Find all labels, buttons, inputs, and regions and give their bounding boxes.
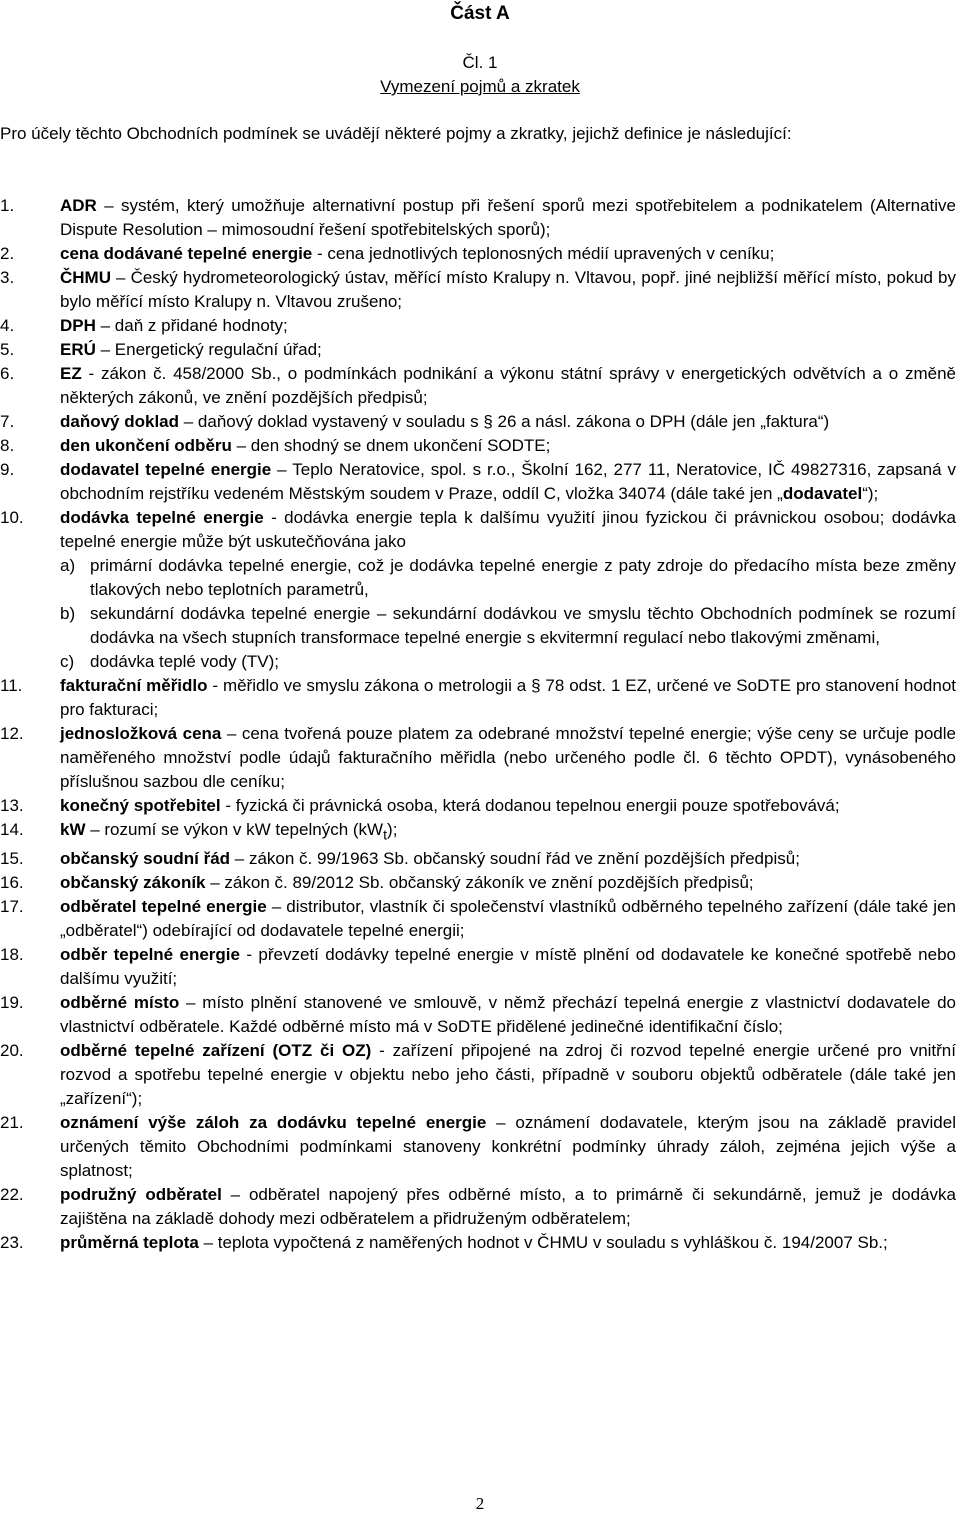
definition-term: průměrná teplota — [60, 1233, 199, 1253]
definition-text: - dodávka energie tepla k dalšímu využití jinou fyzickou či právnickou osobou; dodávka tepelné energie může být uskutečňována jako — [60, 508, 957, 551]
definition-term: konečný spotřebitel — [60, 796, 221, 815]
definition-item — [0, 506, 956, 554]
definition-subscript: t — [383, 827, 388, 844]
part-title: Část A — [450, 3, 510, 24]
definition-number: 23. — [0, 1233, 24, 1253]
definition-text: “); — [862, 484, 879, 503]
definition-number: 13. — [0, 796, 24, 815]
definition-term: DPH — [60, 316, 96, 335]
definition-number: 14. — [0, 820, 24, 839]
definition-text: – systém, který umožňuje alternativní postup při řešení sporů mezi spotřebitelem a podnikatelem (Alternative Dispute Resolution – mimosoudní řešení spotřebitelských sporů); — [60, 196, 956, 239]
definition-term: odběratel tepelné energie — [60, 897, 267, 917]
definition-text: – oznámení dodavatele, kterým jsou na základě pravidel určených těmito Obchodními podmínkami stanoveny konkrétní podmínky úhrady záloh, zejména jejich výše a splatnost; — [60, 1113, 956, 1181]
definition-number: 12. — [0, 724, 24, 743]
definition-text: – odběratel napojený přes odběrné místo, a to primárně či sekundárně, jemuž je dodávka zajištěna na základě dohody mezi odběratelem a přidruženým odběratelem; — [60, 1185, 956, 1229]
definition-item — [0, 314, 956, 338]
definition-subitem — [60, 602, 956, 650]
subitem-letter: c) — [60, 652, 75, 671]
definition-number: 2. — [0, 244, 15, 263]
intro-paragraph: Pro účely těchto Obchodních podmínek se uvádějí některé pojmy a zkratky, jejichž definice je následující: — [0, 124, 792, 143]
definition-term: občanský zákoník — [60, 873, 206, 893]
definition-term: dodavatel tepelné energie — [60, 460, 272, 479]
definition-item — [0, 674, 956, 722]
definition-term: oznámení výše záloh za dodávku tepelné energie — [60, 1113, 487, 1133]
definition-text: – Český hydrometeorologický ústav, měřící místo Kralupy n. Vltavou, popř. jiné nejbližší měřící místo, pokud by bylo měřící místo Kralupy n. Vltavou zrušeno; — [60, 268, 956, 311]
definition-number: 19. — [0, 993, 24, 1013]
definition-term: ERÚ — [60, 340, 96, 359]
definition-number: 1. — [0, 196, 15, 215]
definition-number: 21. — [0, 1113, 24, 1133]
definition-text: – zákon č. 99/1963 Sb. občanský soudní řád ve znění pozdějších předpisů; — [230, 849, 800, 869]
definition-text: – cena tvořená pouze platem za odebrané množství tepelné energie; výše ceny se určuje podle naměřeného množství podle údajů fakturačního měřidla (nebo určeného podle čl. 6 těchto OPDT), vynásobeného příslušnou sazbou dle ceníku; — [60, 724, 956, 791]
definition-subitems — [0, 554, 956, 674]
subitem-letter: a) — [60, 556, 76, 575]
definition-number: 7. — [0, 412, 15, 431]
definition-number: 16. — [0, 873, 24, 893]
definition-term: den ukončení odběru — [60, 436, 232, 455]
definition-term: odběrné místo — [60, 993, 180, 1013]
definition-text: – Teplo Neratovice, spol. s r.o., Školní 162, 277 11, Neratovice, IČ 49827316, zapsaná v obchodním rejstříku vedeném Městským soudem v Praze, oddíl C, vložka 34074 (dále také jen „ — [60, 460, 956, 503]
article-title — [0, 76, 960, 98]
definition-term: dodavatel — [782, 484, 863, 503]
definition-item — [0, 722, 956, 794]
definition-number: 15. — [0, 849, 24, 869]
definition-item — [0, 943, 956, 991]
definition-text: - převzetí dodávky tepelné energie v místě plnění od dodavatele ke konečné spotřebě nebo dalšímu využití; — [60, 945, 956, 989]
definition-text: - měřidlo ve smyslu zákona o metrologii a § 78 odst. 1 EZ, určené ve SoDTE pro stanovení hodnot pro fakturaci; — [60, 676, 956, 719]
definition-number: 17. — [0, 897, 24, 917]
definition-text: - cena jednotlivých teplonosných médií upravených v ceníku; — [312, 244, 775, 263]
definition-term: ČHMU — [60, 268, 111, 287]
definitions-list — [0, 194, 956, 1255]
definition-text: – rozumí se výkon v kW tepelných (kW — [85, 820, 384, 839]
definition-item — [0, 871, 956, 895]
definition-number: 8. — [0, 436, 15, 455]
definition-term: ADR — [60, 196, 97, 215]
definition-item — [0, 794, 956, 818]
definition-item — [0, 1231, 956, 1255]
definition-term: odběrné tepelné zařízení (OTZ či OZ) — [60, 1041, 372, 1061]
definition-text: - zákon č. 458/2000 Sb., o podmínkách podnikání a výkonu státní správy v energetických odvětvích a o změně některých zákonů, ve znění pozdějších předpisů; — [60, 364, 956, 407]
definition-item — [0, 194, 956, 242]
definition-text: – Energetický regulační úřad; — [95, 340, 322, 359]
definition-term: občanský soudní řád — [60, 849, 231, 869]
definition-term: cena dodávané tepelné energie — [60, 244, 313, 263]
definition-term: podružný odběratel — [60, 1185, 222, 1205]
definition-item — [0, 991, 956, 1039]
definition-item — [0, 362, 956, 410]
definition-item — [0, 1183, 956, 1231]
definition-term: kW — [60, 820, 86, 839]
definition-text: – zákon č. 89/2012 Sb. občanský zákoník ve znění pozdějších předpisů; — [205, 873, 754, 893]
definition-term: dodávka tepelné energie — [60, 508, 264, 527]
definition-item — [0, 847, 956, 871]
definition-number: 5. — [0, 340, 15, 359]
definition-number: 6. — [0, 364, 15, 383]
definition-term: daňový doklad — [60, 412, 180, 431]
definition-item — [0, 266, 956, 314]
definition-item — [0, 458, 956, 506]
definition-number: 22. — [0, 1185, 24, 1205]
definition-text: – teplota vypočtená z naměřených hodnot v ČHMU v souladu s vyhláškou č. 194/2007 Sb.; — [198, 1233, 888, 1253]
definition-number: 20. — [0, 1041, 24, 1061]
definition-item — [0, 818, 956, 847]
subitem-text: dodávka teplé vody (TV); — [90, 652, 279, 671]
definition-item — [0, 1039, 956, 1111]
definition-item — [0, 434, 956, 458]
definition-term: odběr tepelné energie — [60, 945, 240, 965]
definition-text: – místo plnění stanovené ve smlouvě, v němž přechází tepelná energie z vlastnictví dodavatele do vlastnictví odběratele. Každé odběrné místo má v SoDTE přidělené jedinečné identifikační číslo; — [60, 993, 957, 1037]
definition-text: – daňový doklad vystavený v souladu s § 26 a násl. zákona o DPH (dále jen „faktura“) — [179, 412, 830, 431]
definition-text: – distributor, vlastník či společenství vlastníků odběrného tepelného zařízení (dále také jen „odběratel“) odebírající od dodavatele tepelné energii; — [60, 897, 956, 941]
definition-item — [0, 338, 956, 362]
definition-term: fakturační měřidlo — [60, 676, 208, 695]
definition-term: EZ — [60, 364, 82, 383]
definition-text: – daň z přidané hodnoty; — [95, 316, 288, 335]
definition-term: jednosložková cena — [60, 724, 222, 743]
page-number: 2 — [475, 1494, 485, 1513]
definition-text: – den shodný se dnem ukončení SODTE; — [231, 436, 551, 455]
definition-number: 4. — [0, 316, 15, 335]
definition-item — [0, 1111, 956, 1183]
definition-text: ); — [387, 820, 398, 839]
definition-item — [0, 242, 956, 266]
definition-subitem — [60, 650, 956, 674]
definition-subitem — [60, 554, 956, 602]
subitem-text: sekundární dodávka tepelné energie – sekundární dodávkou ve smyslu těchto Obchodních podmínek se rozumí dodávka na všech stupních transformace tepelné energie s ekvitermní regulací nebo tlakovými změnami, — [90, 604, 956, 647]
definition-text: - zařízení připojené na zdroj či rozvod tepelné energie určené pro vnitřní rozvod a spotřebu tepelné energie v objektu nebo jeho části, případně v souboru objektů odběratele (dále také jen „zařízení“); — [60, 1041, 956, 1109]
definition-number: 3. — [0, 268, 15, 287]
definition-item — [0, 410, 956, 434]
definition-number: 11. — [0, 676, 23, 695]
subitem-letter: b) — [60, 604, 76, 623]
subitem-text: primární dodávka tepelné energie, což je dodávka tepelné energie z paty zdroje do předacího místa beze změny tlakových nebo teplotních parametrů, — [90, 556, 956, 599]
definition-number: 10. — [0, 508, 24, 527]
definition-item — [0, 895, 956, 943]
article-number: Čl. 1 — [462, 53, 498, 72]
article-title-text: Vymezení pojmů a zkratek — [380, 77, 580, 96]
definition-text: - fyzická či právnická osoba, která dodanou tepelnou energii pouze spotřebovává; — [220, 796, 840, 815]
definition-number: 9. — [0, 460, 15, 479]
definition-number: 18. — [0, 945, 24, 965]
